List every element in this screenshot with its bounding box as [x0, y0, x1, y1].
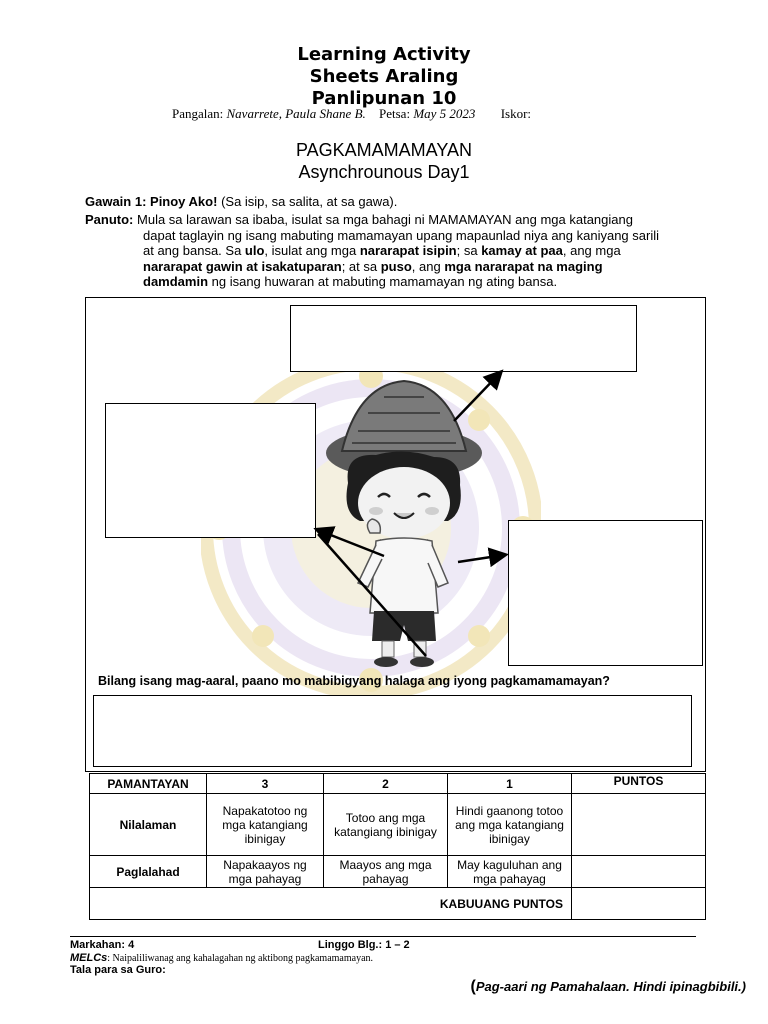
melcs-label: MELCs — [70, 952, 108, 964]
rubric-header: PUNTOS — [572, 774, 706, 794]
instructions-emphasis: damdamin — [143, 274, 209, 289]
ownership-paren: ( — [470, 978, 476, 995]
arrows-layer — [86, 298, 707, 773]
total-score-cell[interactable] — [572, 888, 706, 920]
rubric-score-cell[interactable] — [572, 856, 706, 888]
instructions-text: , ang — [411, 258, 445, 274]
melcs-text: : Naipaliliwanag ang kahalagahan ng aktibong pagkamamamayan. — [107, 953, 374, 964]
topic-heading: PAGKAMAMAMAYAN — [295, 140, 473, 160]
title-line-1: Learning Activity — [297, 44, 471, 65]
activity-frame — [85, 297, 706, 772]
instructions — [85, 212, 715, 290]
rubric-header-row — [90, 774, 706, 794]
head-arrow-icon — [454, 373, 500, 421]
instructions-label: Panuto: — [85, 212, 134, 227]
heart-arrow-icon — [458, 555, 504, 562]
title-line-3: Panlipunan 10 — [311, 88, 457, 109]
footer-divider — [70, 936, 696, 937]
reflection-question: Bilang isang mag-aaral, paano mo mabibigyang halaga ang iyong pagkamamamayan? — [98, 674, 610, 688]
title-line-2: Sheets Araling — [309, 66, 459, 87]
task-label: Gawain 1: Pinoy Ako! — [85, 194, 218, 209]
task-detail: (Sa isip, sa salita, at sa gawa). — [221, 194, 398, 209]
rubric-total-row — [90, 888, 706, 920]
rubric-header: 1 — [448, 774, 572, 794]
total-label: KABUUANG PUNTOS — [90, 888, 572, 920]
name-value: Navarrete, Paula Shane B. — [226, 106, 366, 121]
score-label: Iskor: — [500, 106, 532, 121]
markahan-text: Markahan: 4 — [70, 939, 135, 951]
hand-arrow-icon — [318, 530, 384, 556]
rubric-criterion: Nilalaman — [90, 794, 207, 856]
rubric-table — [89, 773, 706, 920]
instructions-emphasis: mga nararapat na maging — [444, 258, 603, 274]
instructions-text: Mula sa larawan sa ibaba, isulat sa mga bahagi ni MAMAMAYAN ang mga katangiang — [137, 212, 633, 227]
rubric-cell: Hindi gaanong totoo ang mga katangiang ibinigay — [448, 794, 572, 856]
rubric-header: PAMANTAYAN — [90, 774, 207, 794]
instructions-text: ; at sa — [341, 258, 381, 274]
rubric-header: 2 — [324, 774, 448, 794]
rubric-row — [90, 794, 706, 856]
melcs-line — [70, 952, 373, 964]
instructions-emphasis: ulo — [244, 243, 265, 258]
student-info — [172, 106, 531, 122]
instructions-text: , isulat ang mga — [264, 243, 360, 258]
instructions-text: , ang mga — [562, 243, 621, 258]
rubric-cell: May kaguluhan ang mga pahayag — [448, 856, 572, 888]
instructions-text: ng isang huwaran at mabuting mamamayan ng ating bansa. — [208, 274, 558, 289]
instructions-text: ; sa — [456, 243, 482, 258]
rubric-cell: Maayos ang mga pahayag — [324, 856, 448, 888]
subtitle-heading: Asynchrounous Day1 — [298, 162, 470, 182]
instructions-text: dapat taglayin ng isang mabuting mamamayan upang mapaunlad niya ang kaniyang sarili — [143, 227, 660, 243]
rubric-cell: Napakaayos ng mga pahayag — [207, 856, 324, 888]
date-label: Petsa: — [379, 106, 411, 121]
sheet-title — [0, 44, 768, 110]
rubric-cell: Napakatotoo ng mga katangiang ibinigay — [207, 794, 324, 856]
rubric-row — [90, 856, 706, 888]
rubric-cell: Totoo ang mga katangiang ibinigay — [324, 794, 448, 856]
instructions-text: at ang bansa. Sa — [143, 243, 245, 258]
rubric-header: 3 — [207, 774, 324, 794]
linggo-text: Linggo Blg.: 1 – 2 — [318, 939, 410, 951]
rubric-criterion: Paglalahad — [90, 856, 207, 888]
date-value: May 5 2023 — [413, 106, 476, 121]
name-label: Pangalan: — [172, 106, 224, 121]
instructions-emphasis: nararapat isipin — [359, 243, 457, 258]
rubric-score-cell[interactable] — [572, 794, 706, 856]
ownership-paren: ) — [741, 979, 746, 994]
instructions-emphasis: kamay at paa — [481, 243, 563, 258]
ownership-text: Pag-aari ng Pamahalaan. Hindi ipinagbibili. — [475, 979, 742, 994]
task-line — [85, 194, 397, 209]
teacher-note-label: Tala para sa Guro: — [70, 964, 166, 976]
instructions-emphasis: nararapat gawin at isakatuparan — [143, 258, 342, 274]
ownership-note — [471, 978, 747, 996]
instructions-emphasis: puso — [380, 258, 412, 274]
